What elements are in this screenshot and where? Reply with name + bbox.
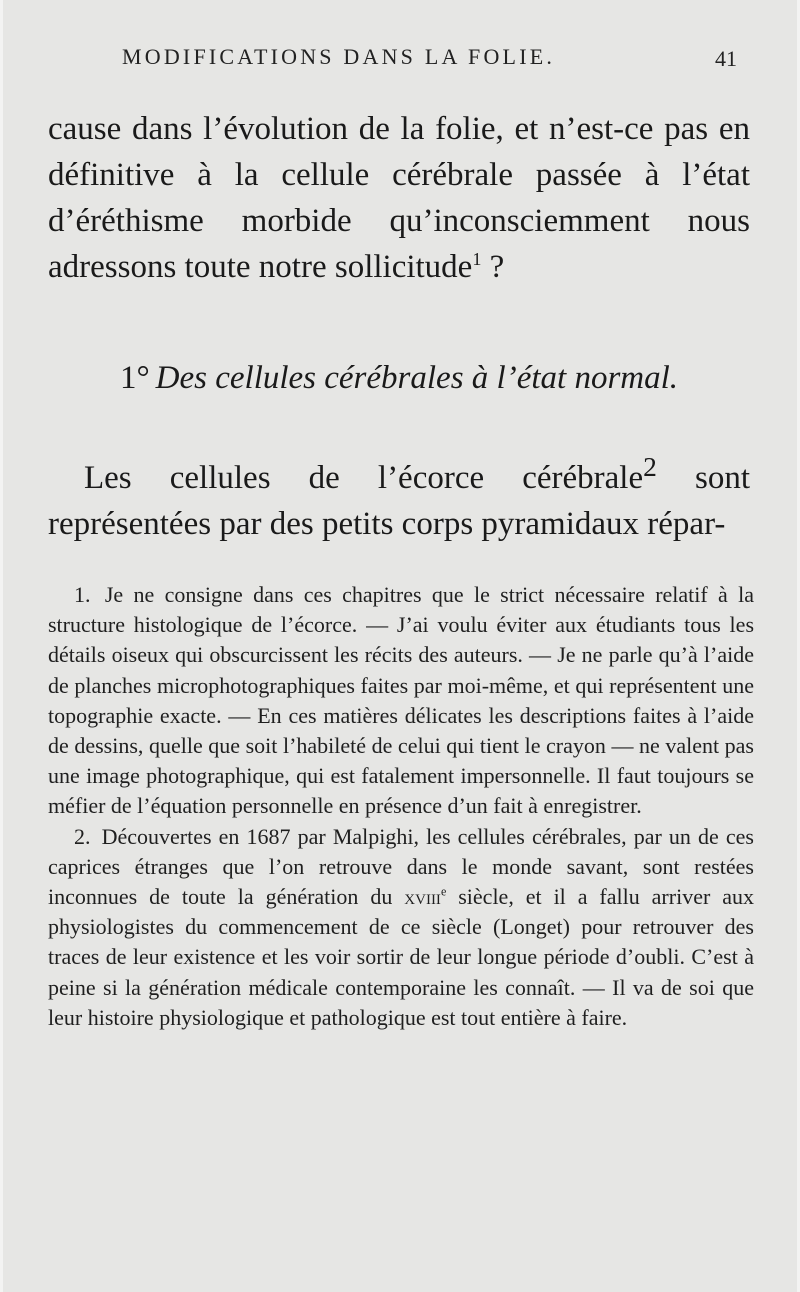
footnote-2-text-b: siècle, et il a fallu arriver aux physiologistes du commencement de ce siècle (Longet) pour retrouver des traces de leur existence et les voir sortir de leur longue période d’oubli. C’est à peine si la génération médicale contemporaine les connaît. — Il va de soi que leur histoire physiologique et pathologique est tout entière à faire. bbox=[48, 884, 754, 1030]
footnotes bbox=[48, 580, 754, 1033]
footnote-1-number: 1. bbox=[74, 582, 91, 607]
running-title: MODIFICATIONS DANS LA FOLIE. bbox=[122, 44, 556, 69]
footnote-ref-1: 1 bbox=[472, 249, 482, 269]
footnote-2-text-a: Découvertes en 1687 par Malpighi, les cellules cérébrales, par un de ces caprices étranges que l’on retrouve dans le monde savant, sont restées inconnues de toute la génération du bbox=[48, 823, 754, 910]
page-number: 41 bbox=[715, 46, 737, 71]
section-title: Des cellules cérébrales à l’état normal. bbox=[155, 360, 679, 396]
footnote-2-number: 2. bbox=[74, 823, 91, 849]
page-edge-left bbox=[0, 0, 3, 1292]
paragraph-continued bbox=[48, 106, 750, 290]
paragraph-1-tail: ? bbox=[481, 249, 505, 285]
footnote-1 bbox=[48, 580, 754, 822]
paragraph-2-rest: sont représentées par des petits corps pyramidaux répar- bbox=[48, 460, 750, 542]
century-superscript: e bbox=[440, 884, 447, 899]
footnote-2 bbox=[48, 822, 754, 1033]
footnote-1-text: Je ne consigne dans ces chapitres que le strict nécessaire relatif à la structure histologique de l’écorce. — J’ai voulu éviter aux étudiants tous les détails oiseux qui obscurcissent les récits des auteurs. — Je ne parle qu’à l’aide de planches microphotographiques faites par moi-même, et qui représentent une topographie exacte. — En ces matières délicates les descriptions faites à l’aide de dessins, quelle que soit l’habileté de celui qui tient le crayon — ne valent pas une image photographique, qui est fatalement impersonnelle. Il faut toujours se méfier de l’équation personnelle en présence d’un fait à enregistrer. bbox=[48, 582, 755, 819]
century-numeral: xviii bbox=[404, 884, 441, 910]
section-number: 1° bbox=[119, 360, 150, 396]
paragraph-2 bbox=[48, 444, 750, 547]
paragraph-2-lead: Les cellules de l’écorce cérébrale bbox=[84, 460, 644, 496]
section-heading bbox=[48, 360, 750, 397]
footnote-ref-2: 2 bbox=[643, 451, 657, 482]
paragraph-1-text: cause dans l’évolution de la folie, et n’est-ce pas en définitive à la cellule cérébrale passée à l’état d’éréthisme morbide qu’inconsciemment nous adressons toute notre sollicitude bbox=[48, 111, 750, 285]
paragraph-1 bbox=[48, 106, 750, 290]
running-head bbox=[0, 40, 800, 80]
